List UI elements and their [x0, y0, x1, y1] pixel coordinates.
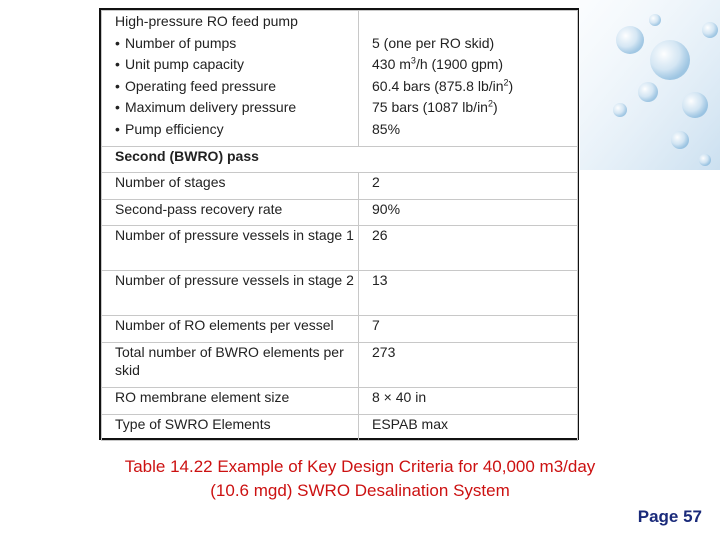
item-value-rest: /h (1900 gpm) — [415, 56, 504, 73]
table-row — [102, 343, 578, 388]
bullet-icon: • — [115, 99, 120, 116]
list-item — [115, 119, 358, 141]
row-value: 90% — [359, 200, 578, 226]
table-row-pass-heading — [102, 147, 578, 173]
row-value: 26 — [359, 226, 578, 271]
pass-section-heading: Second (BWRO) pass — [102, 147, 578, 173]
row-label: Number of pressure vessels in stage 1 — [102, 226, 359, 271]
row-label: Type of SWRO Elements — [102, 415, 359, 441]
item-value — [372, 76, 577, 98]
table-row-pump-section — [102, 11, 578, 147]
design-criteria-table-frame — [99, 8, 579, 440]
row-label: RO membrane element size — [102, 388, 359, 415]
bullet-icon: • — [115, 34, 120, 51]
item-value: 85% — [372, 120, 401, 137]
table-caption — [60, 455, 660, 503]
row-value: 13 — [359, 271, 578, 316]
item-label: Number of pumps — [125, 34, 237, 51]
item-value — [372, 54, 577, 76]
list-item — [115, 33, 358, 55]
table-row — [102, 415, 578, 441]
list-item — [115, 76, 358, 98]
item-label: Maximum delivery pressure — [125, 99, 297, 116]
table-row — [102, 271, 578, 316]
pump-section-heading: High-pressure RO feed pump — [115, 13, 298, 29]
row-value: 8 × 40 in — [359, 388, 578, 415]
list-item — [115, 97, 358, 119]
item-label: Unit pump capacity — [125, 56, 245, 73]
row-value: 273 — [359, 343, 578, 388]
item-value-sup: 2 — [487, 98, 493, 109]
item-label: Operating feed pressure — [125, 77, 276, 94]
table-row — [102, 226, 578, 271]
bullet-icon: • — [115, 56, 120, 73]
table-row — [102, 200, 578, 226]
table-row — [102, 173, 578, 200]
item-value-rest: ) — [492, 99, 498, 116]
item-value — [372, 97, 577, 119]
item-value: 5 (one per RO skid) — [372, 34, 495, 51]
pump-section-labels — [102, 11, 359, 147]
bullet-icon: • — [115, 120, 120, 137]
water-bubbles-decoration — [560, 0, 720, 200]
row-value: ESPAB max — [359, 415, 578, 441]
table-row — [102, 316, 578, 343]
caption-line-2: (10.6 mgd) SWRO Desalination System — [210, 481, 510, 500]
pump-section-values — [359, 11, 578, 147]
bullet-icon: • — [115, 77, 120, 94]
row-label: Second-pass recovery rate — [102, 200, 359, 226]
row-value: 7 — [359, 316, 578, 343]
item-value-sup: 2 — [503, 77, 509, 88]
item-value-main: 60.4 bars (875.8 lb/in — [372, 77, 504, 94]
design-criteria-table — [101, 10, 578, 441]
list-item — [115, 54, 358, 76]
table-row — [102, 388, 578, 415]
item-value-sup: 3 — [410, 55, 416, 66]
spacer — [372, 11, 577, 33]
page-number: Page 57 — [637, 507, 702, 526]
row-label: Number of pressure vessels in stage 2 — [102, 271, 359, 316]
item-label: Pump efficiency — [125, 120, 224, 137]
item-value-main: 75 bars (1087 lb/in — [372, 99, 488, 116]
caption-line-1: Table 14.22 Example of Key Design Criteria for 40,000 m3/day — [124, 457, 596, 476]
row-label: Number of stages — [102, 173, 359, 200]
row-value: 2 — [359, 173, 578, 200]
item-value-main: 430 m — [372, 56, 411, 73]
item-value-rest: ) — [508, 77, 514, 94]
row-label: Total number of BWRO elements per skid — [102, 343, 359, 388]
row-label: Number of RO elements per vessel — [102, 316, 359, 343]
